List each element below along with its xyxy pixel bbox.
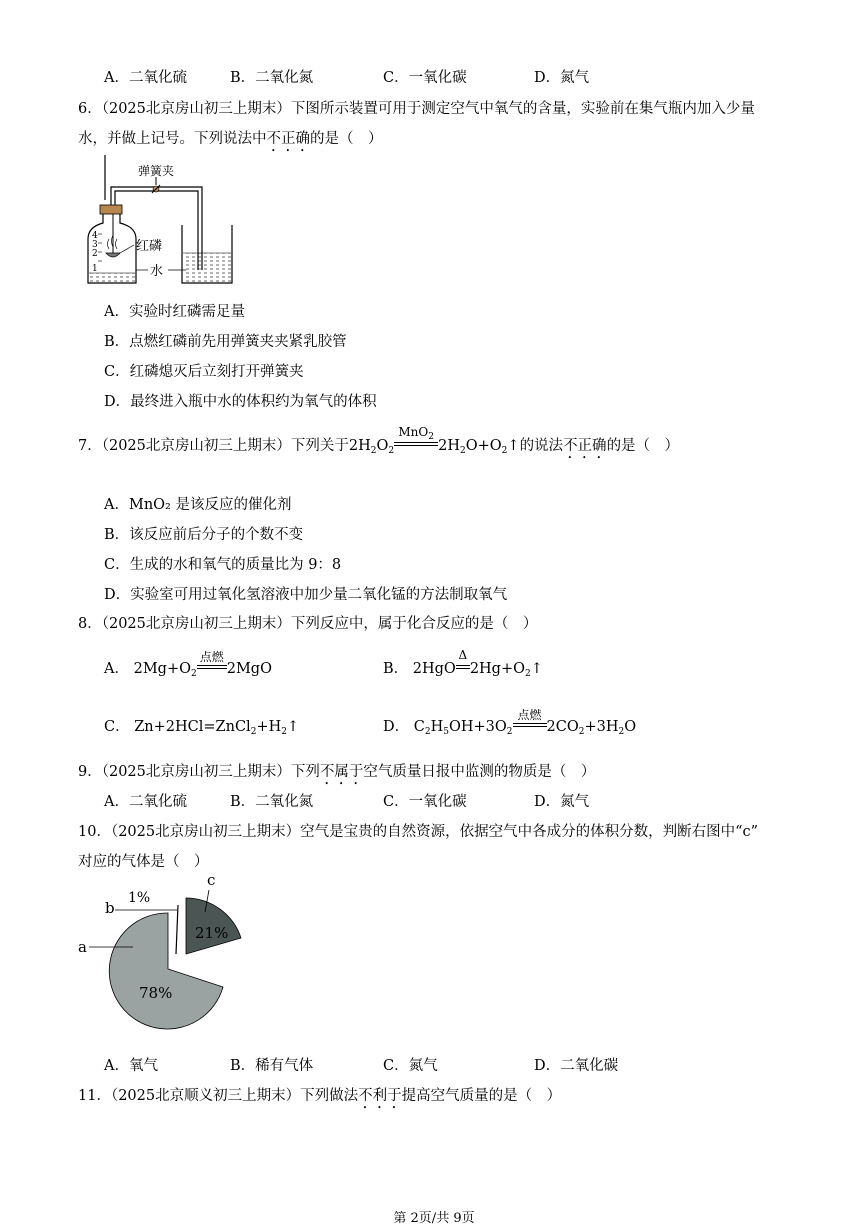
q5-option-a: A．二氧化硫 [104, 70, 187, 86]
q10-stem-line1: 10．（2025北京房山初三上期末）空气是宝贵的自然资源，依据空气中各成分的体积分数，判断右图中“c” [78, 824, 759, 840]
q9-option-d: D．氮气 [534, 794, 590, 810]
q6-option-c: C．红磷熄灭后立刻打开弹簧夹 [104, 364, 304, 380]
q6-apparatus-figure [78, 155, 278, 290]
svg-text:红磷: 红磷 [136, 239, 163, 254]
svg-text:3: 3 [92, 240, 98, 250]
q10-option-b: B．稀有气体 [230, 1058, 314, 1074]
q6-option-d: D．最终进入瓶中水的体积约为氧气的体积 [104, 394, 377, 410]
q7-option-c: C．生成的水和氧气的质量比为 9：8 [104, 557, 342, 573]
q7-option-d: D．实验室可用过氧化氢溶液中加少量二氧化锰的方法制取氧气 [104, 587, 508, 603]
q9-option-b: B．二氧化氮 [230, 794, 314, 810]
q8-option-b: B． 2HgO Δ $2Hg+O_2↑$ [383, 648, 543, 679]
q10-option-a: A．氧气 [104, 1058, 158, 1074]
q8-option-d: D． $C_2H_5OH+3O_2$ 点燃 $2CO_2+3H_2O$ [383, 708, 637, 737]
pie-pct-b: 1% [128, 890, 151, 906]
q9-option-a: A．二氧化硫 [104, 794, 187, 810]
q8-stem: 8．（2025北京房山初三上期末）下列反应中，属于化合反应的是（ ） [78, 616, 538, 632]
svg-text:2: 2 [92, 249, 98, 259]
q10-option-c: C．氮气 [383, 1058, 438, 1074]
q11-stem: 11．（2025北京顺义初三上期末）下列做法不利于提高空气质量的是（ ） [78, 1088, 562, 1104]
q7-stem: 7．（2025北京房山初三上期末）下列关于$2H_2O_2$ MnO$_2$ $2H_2O+O_2↑$的说法不正确的是（ ） [78, 425, 680, 456]
svg-text:1: 1 [92, 264, 98, 274]
q7-option-a: A．MnO₂ 是该反应的催化剂 [104, 497, 292, 513]
q6-option-b: B．点燃红磷前先用弹簧夹夹紧乳胶管 [104, 334, 347, 350]
pie-pct-c: 21% [195, 924, 229, 942]
q9-option-c: C．一氧化碳 [383, 794, 467, 810]
pie-slice-b [176, 905, 178, 954]
q7-option-b: B．该反应前后分子的个数不变 [104, 527, 304, 543]
page-footer: 第 2页/共 9页 [393, 1211, 475, 1226]
q10-option-d: D．二氧化碳 [534, 1058, 619, 1074]
clamp-label: 弹簧夹 [138, 164, 175, 178]
q5-option-d: D．氮气 [534, 70, 590, 86]
svg-text:水: 水 [150, 264, 164, 279]
q10-stem-line2: 对应的气体是（ ） [78, 854, 209, 870]
pie-label-a: a [78, 938, 87, 956]
pie-pct-a: 78% [139, 984, 173, 1002]
q6-stem-line2: 水，并做上记号。下列说法中不正确的是（ ） [78, 131, 383, 147]
q8-option-a: A． $2Mg+O_2$ 点燃 2MgO [104, 650, 272, 679]
q5-option-b: B．二氧化氮 [230, 70, 314, 86]
q7-catalyst-label: MnO$_2$ [398, 425, 434, 442]
q9-stem: 9．（2025北京房山初三上期末）下列不属于空气质量日报中监测的物质是（ ） [78, 764, 596, 780]
pie-label-b: b [105, 899, 115, 917]
q8-option-c: C． $Zn+2HCl=ZnCl_2+H_2↑$ [104, 719, 300, 737]
pie-label-c: c [207, 871, 216, 889]
svg-text:4: 4 [92, 231, 98, 241]
q6-stem-line1: 6．（2025北京房山初三上期末）下图所示装置可用于测定空气中氧气的含量，实验前在集气瓶内加入少量 [78, 101, 755, 117]
q6-option-a: A．实验时红磷需足量 [104, 304, 245, 320]
q10-pie-chart [75, 870, 265, 1045]
q5-option-c: C．一氧化碳 [383, 70, 467, 86]
